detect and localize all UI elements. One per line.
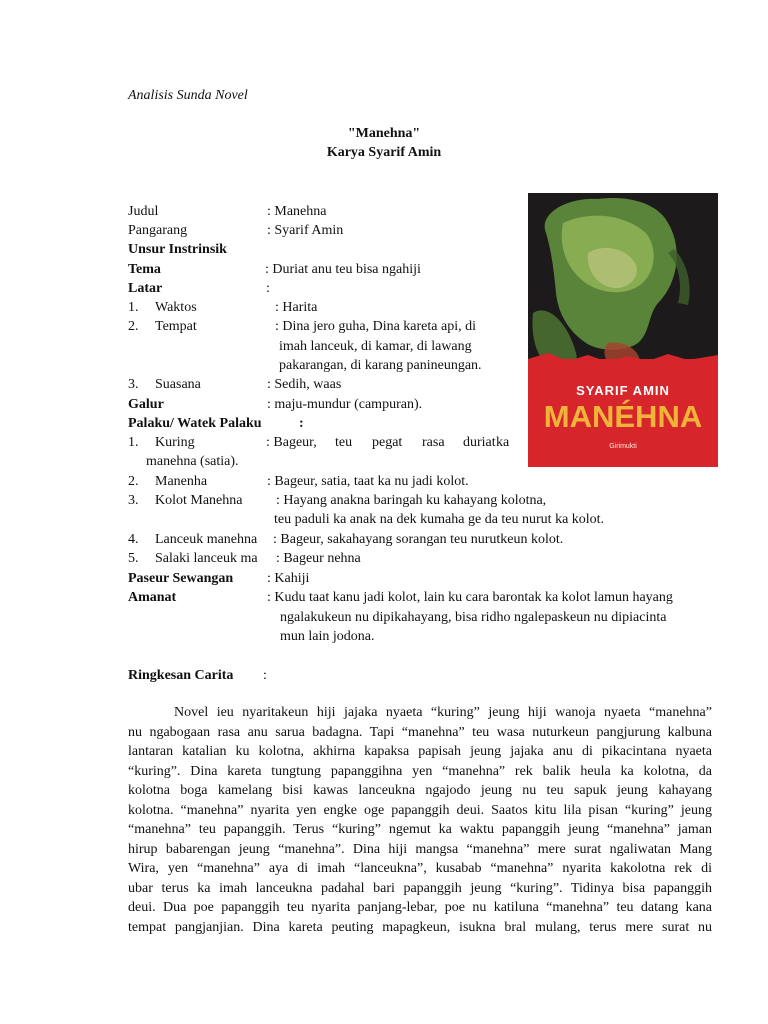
- cover-publisher: Girimukti: [609, 443, 637, 450]
- latar-label: Latar: [128, 281, 163, 296]
- tema-label: Tema: [128, 262, 161, 277]
- suasana-label: Suasana: [155, 377, 201, 392]
- latar-colon: :: [266, 281, 270, 296]
- waktos-label: Waktos: [155, 300, 197, 315]
- suasana-value: : Sedih, waas: [267, 377, 342, 392]
- kuring-value-word2: teu: [335, 435, 353, 450]
- tempat-number: 2.: [128, 319, 139, 334]
- doc-subtitle: Karya Syarif Amin: [326, 145, 442, 160]
- lanceuk-number: 4.: [128, 532, 139, 547]
- kuring-value-word5: duriat: [463, 435, 496, 450]
- paragraph-line: nu ngabogaan rasa anu sarua badagna. Tapi “manehna” teu wasa nuturkeun pangjurung kalbuna: [128, 724, 712, 740]
- amanat-value-line2: ngalakukeun nu dipikahayang, bisa ridho ngalepaskeun nu dipiacinta: [280, 610, 667, 625]
- kolot-number: 3.: [128, 493, 139, 508]
- kuring-number: 1.: [128, 435, 139, 450]
- paragraph-line: hirup babarengan jeung “manehna”. Dina hiji mangsa “manehna” mere surat ngaliwatan Mang: [128, 841, 712, 857]
- book-cover-image: [528, 193, 718, 467]
- paragraph-line: “kuring”. Dina kareta tungtung papanggihna yen “manehna” rek balik heula ka kolotna, da: [128, 763, 712, 779]
- paragraph-line: Wira, yen “manehna” aya di imah “lanceukna”, kusabab “manehna” nyarita kakolotna rek di: [128, 861, 712, 876]
- judul-label: Judul: [128, 204, 159, 219]
- pangarang-value: : Syarif Amin: [267, 223, 344, 238]
- manenha-number: 2.: [128, 474, 139, 489]
- kolot-value-line1: : Hayang anakna baringah ku kahayang kolotna,: [276, 493, 547, 508]
- palaku-colon: :: [299, 416, 304, 431]
- lanceuk-value: : Bageur, sakahayang sorangan teu nurutkeun kolot.: [273, 532, 564, 547]
- kuring-label: Kuring: [155, 435, 195, 450]
- galur-label: Galur: [128, 397, 164, 412]
- tema-value: : Duriat anu teu bisa ngahiji: [265, 262, 421, 277]
- paseur-value: : Kahiji: [267, 571, 310, 586]
- kuring-value-line2: manehna (satia).: [146, 454, 239, 469]
- kuring-value-word4: rasa: [422, 435, 445, 450]
- salaki-label: Salaki lanceuk ma: [155, 551, 258, 566]
- salaki-value: : Bageur nehna: [276, 551, 361, 566]
- doc-label: Analisis Sunda Novel: [128, 88, 248, 103]
- paragraph-line: kolotna boga kamelang bisi kawas lanceukna ngajodo jeung nu teu sapuk jeung kahayang: [128, 783, 712, 798]
- kuring-value-word6: ka: [496, 435, 510, 450]
- manenha-value: : Bageur, satia, taat ka nu jadi kolot.: [267, 474, 469, 489]
- paragraph-line: lantaran katalian ku kolotna, akhirna kapaksa papisah jeung jajaka anu di pikacintana nyaeta: [128, 744, 712, 759]
- paseur-label: Paseur Sewangan: [128, 571, 234, 586]
- amanat-label: Amanat: [128, 590, 177, 605]
- ringkesan-paragraph: [128, 703, 712, 937]
- paragraph-line: “manehna” teu papanggih. Terus “kuring” ngemut ka waktu papanggih jeung “manehna” jaman: [128, 822, 712, 837]
- lanceuk-label: Lanceuk manehna: [155, 532, 258, 547]
- galur-value: : maju-mundur (campuran).: [267, 397, 423, 412]
- paragraph-line: ubar terus ka imah lanceukna padahal bari papanggih jeung “kuring”. Tidinya bisa papanggih: [128, 880, 712, 896]
- pangarang-label: Pangarang: [128, 223, 188, 238]
- suasana-number: 3.: [128, 377, 139, 392]
- tempat-value-line2: imah lanceuk, di kamar, di lawang: [279, 339, 472, 354]
- unsur-heading: Unsur Instrinsik: [128, 242, 227, 257]
- waktos-value: : Harita: [275, 300, 318, 315]
- ringkesan-heading: Ringkesan Carita: [128, 668, 234, 683]
- judul-value: : Manehna: [267, 204, 327, 219]
- doc-title: "Manehna": [347, 126, 421, 141]
- amanat-value-line1: : Kudu taat kanu jadi kolot, lain ku cara barontak ka kolot lamun hayang: [267, 590, 673, 605]
- tempat-value-line1: : Dina jero guha, Dina kareta api, di: [275, 319, 476, 334]
- kuring-value-word1: : Bageur,: [266, 435, 317, 450]
- ringkesan-colon: :: [263, 668, 267, 683]
- cover-author: SYARIF AMIN: [576, 383, 670, 398]
- paragraph-line: Novel ieu nyaritakeun hiji jajaka nyaeta “kuring” jeung hiji wanoja nyaeta “manehna”: [174, 705, 712, 720]
- amanat-value-line3: mun lain jodona.: [280, 629, 375, 644]
- kolot-value-line2: teu paduli ka anak na dek kumaha ge da teu nurut ka kolot.: [274, 512, 605, 527]
- paragraph-line: tempat pangjanjian. Dina kareta peuting mapagkeun, isukna bral mulang, terus mere surat nu: [128, 919, 712, 935]
- tempat-value-line3: pakarangan, di karang panineungan.: [279, 358, 482, 373]
- cover-title: MANÉHNA: [543, 399, 703, 434]
- paragraph-line: kolotna. “manehna” nyarita yen engke oge papanggih deui. Saatos kitu lila pisan “kuring” jeung: [128, 802, 712, 818]
- paragraph-line: deui. Dua poe papanggih teu nyarita panjang-lebar, poe nu katiluna “manehna” teu datang kana: [128, 900, 712, 915]
- salaki-number: 5.: [128, 551, 139, 566]
- tempat-label: Tempat: [155, 319, 197, 334]
- waktos-number: 1.: [128, 300, 139, 315]
- kolot-label: Kolot Manehna: [155, 493, 243, 508]
- palaku-label: Palaku/ Watek Palaku: [128, 416, 262, 431]
- manenha-label: Manenha: [155, 474, 208, 489]
- kuring-value-word3: pegat: [372, 435, 403, 450]
